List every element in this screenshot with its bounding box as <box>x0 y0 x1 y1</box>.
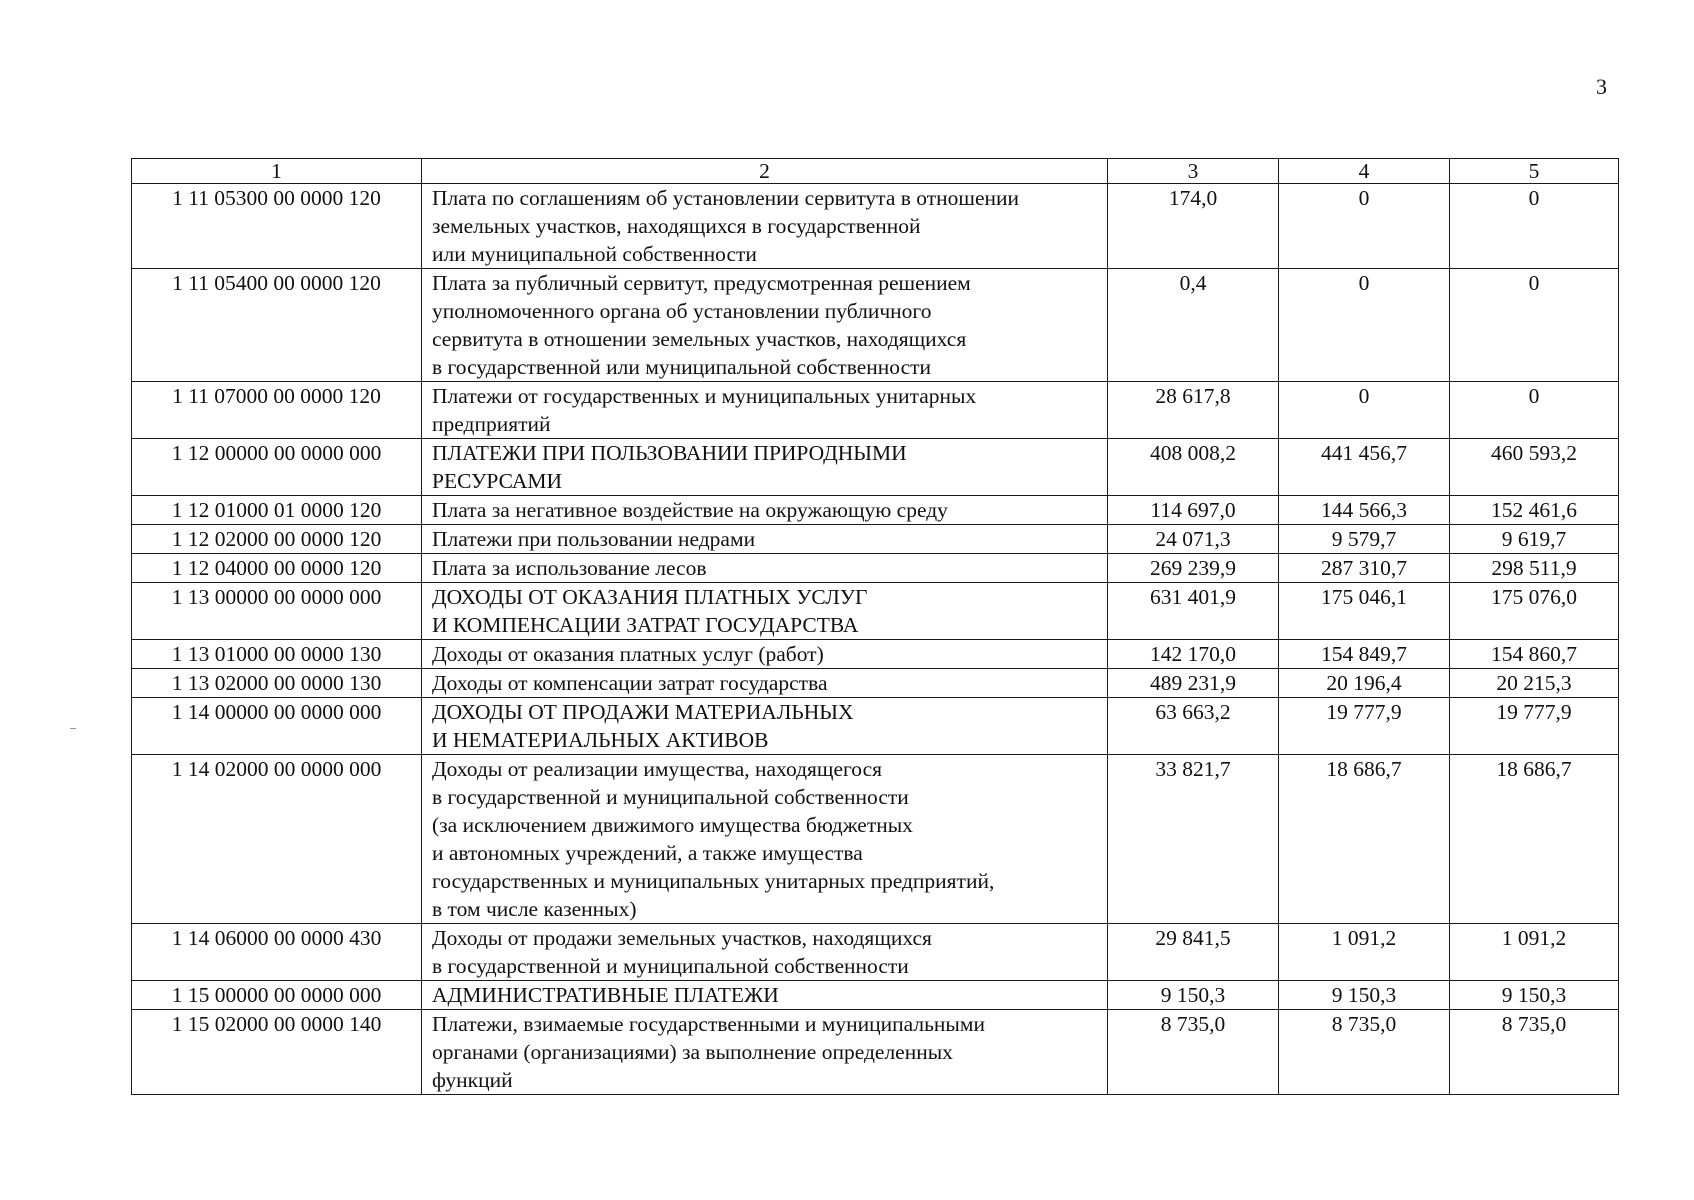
value-col-3: 24 071,3 <box>1108 525 1279 554</box>
budget-code: 1 11 07000 00 0000 120 <box>132 382 422 439</box>
table-row <box>132 640 1619 669</box>
value-col-4: 0 <box>1279 382 1450 439</box>
value-col-3: 142 170,0 <box>1108 640 1279 669</box>
table-row <box>132 554 1619 583</box>
revenue-name: Платежи от государственных и муниципальных унитарных предприятий <box>422 382 1108 439</box>
revenue-table <box>131 158 1619 1095</box>
value-col-4: 19 777,9 <box>1279 698 1450 755</box>
table-header-row <box>132 159 1619 184</box>
value-col-4: 175 046,1 <box>1279 583 1450 640</box>
value-col-5: 1 091,2 <box>1450 924 1619 981</box>
value-col-4: 1 091,2 <box>1279 924 1450 981</box>
value-col-4: 144 566,3 <box>1279 496 1450 525</box>
table-row <box>132 698 1619 755</box>
value-col-3: 0,4 <box>1108 269 1279 382</box>
value-col-3: 29 841,5 <box>1108 924 1279 981</box>
table-row <box>132 583 1619 640</box>
value-col-5: 0 <box>1450 184 1619 269</box>
value-col-4: 20 196,4 <box>1279 669 1450 698</box>
value-col-5: 9 150,3 <box>1450 981 1619 1010</box>
column-number-1: 1 <box>132 159 422 184</box>
budget-code: 1 13 00000 00 0000 000 <box>132 583 422 640</box>
value-col-4: 9 579,7 <box>1279 525 1450 554</box>
value-col-5: 175 076,0 <box>1450 583 1619 640</box>
value-col-4: 8 735,0 <box>1279 1010 1450 1095</box>
table-row <box>132 669 1619 698</box>
revenue-name: Плата за использование лесов <box>422 554 1108 583</box>
value-col-3: 9 150,3 <box>1108 981 1279 1010</box>
revenue-name: АДМИНИСТРАТИВНЫЕ ПЛАТЕЖИ <box>422 981 1108 1010</box>
revenue-name: Доходы от продажи земельных участков, находящихся в государственной и муниципальной собственности <box>422 924 1108 981</box>
value-col-5: 298 511,9 <box>1450 554 1619 583</box>
budget-code: 1 14 06000 00 0000 430 <box>132 924 422 981</box>
value-col-5: 9 619,7 <box>1450 525 1619 554</box>
column-number-4: 4 <box>1279 159 1450 184</box>
budget-code: 1 15 00000 00 0000 000 <box>132 981 422 1010</box>
table-row <box>132 755 1619 924</box>
budget-code: 1 12 02000 00 0000 120 <box>132 525 422 554</box>
value-col-3: 631 401,9 <box>1108 583 1279 640</box>
value-col-5: 0 <box>1450 382 1619 439</box>
value-col-5: 20 215,3 <box>1450 669 1619 698</box>
revenue-name: Платежи, взимаемые государственными и муниципальными органами (организациями) за выполнение определенных функций <box>422 1010 1108 1095</box>
revenue-name: ДОХОДЫ ОТ ОКАЗАНИЯ ПЛАТНЫХ УСЛУГ И КОМПЕНСАЦИИ ЗАТРАТ ГОСУДАРСТВА <box>422 583 1108 640</box>
column-number-2: 2 <box>422 159 1108 184</box>
value-col-4: 0 <box>1279 269 1450 382</box>
value-col-5: 460 593,2 <box>1450 439 1619 496</box>
revenue-name: Доходы от реализации имущества, находящегося в государственной и муниципальной собственности (за исключением движимого имущества бюджетных и автономных учреждений, а также имущества государственных и муниципальных унитарных предприятий, в том числе казенных) <box>422 755 1108 924</box>
value-col-4: 287 310,7 <box>1279 554 1450 583</box>
page-number: 3 <box>1596 74 1607 99</box>
value-col-3: 33 821,7 <box>1108 755 1279 924</box>
revenue-name: Доходы от оказания платных услуг (работ) <box>422 640 1108 669</box>
budget-code: 1 14 02000 00 0000 000 <box>132 755 422 924</box>
column-number-3: 3 <box>1108 159 1279 184</box>
budget-code: 1 12 01000 01 0000 120 <box>132 496 422 525</box>
value-col-5: 8 735,0 <box>1450 1010 1619 1095</box>
budget-code: 1 15 02000 00 0000 140 <box>132 1010 422 1095</box>
budget-code: 1 13 02000 00 0000 130 <box>132 669 422 698</box>
revenue-name: ДОХОДЫ ОТ ПРОДАЖИ МАТЕРИАЛЬНЫХ И НЕМАТЕРИАЛЬНЫХ АКТИВОВ <box>422 698 1108 755</box>
revenue-name: Плата по соглашениям об установлении сервитута в отношении земельных участков, находящихся в государственной или муниципальной собственности <box>422 184 1108 269</box>
value-col-4: 441 456,7 <box>1279 439 1450 496</box>
value-col-3: 174,0 <box>1108 184 1279 269</box>
value-col-3: 489 231,9 <box>1108 669 1279 698</box>
table-row <box>132 269 1619 382</box>
revenue-name: Плата за публичный сервитут, предусмотренная решением уполномоченного органа об установлении публичного сервитута в отношении земельных участков, находящихся в государственной или муниципальной собственности <box>422 269 1108 382</box>
value-col-4: 0 <box>1279 184 1450 269</box>
value-col-4: 9 150,3 <box>1279 981 1450 1010</box>
value-col-3: 408 008,2 <box>1108 439 1279 496</box>
value-col-3: 8 735,0 <box>1108 1010 1279 1095</box>
revenue-name: Платежи при пользовании недрами <box>422 525 1108 554</box>
value-col-5: 18 686,7 <box>1450 755 1619 924</box>
value-col-5: 154 860,7 <box>1450 640 1619 669</box>
table-row <box>132 1010 1619 1095</box>
budget-code: 1 11 05300 00 0000 120 <box>132 184 422 269</box>
value-col-3: 269 239,9 <box>1108 554 1279 583</box>
scan-mark <box>70 728 76 729</box>
table-row <box>132 184 1619 269</box>
value-col-5: 152 461,6 <box>1450 496 1619 525</box>
value-col-3: 28 617,8 <box>1108 382 1279 439</box>
table-row <box>132 439 1619 496</box>
table-row <box>132 382 1619 439</box>
budget-code: 1 11 05400 00 0000 120 <box>132 269 422 382</box>
budget-code: 1 14 00000 00 0000 000 <box>132 698 422 755</box>
budget-code: 1 12 00000 00 0000 000 <box>132 439 422 496</box>
value-col-3: 63 663,2 <box>1108 698 1279 755</box>
revenue-name: ПЛАТЕЖИ ПРИ ПОЛЬЗОВАНИИ ПРИРОДНЫМИ РЕСУРСАМИ <box>422 439 1108 496</box>
table-row <box>132 525 1619 554</box>
column-number-5: 5 <box>1450 159 1619 184</box>
budget-code: 1 12 04000 00 0000 120 <box>132 554 422 583</box>
budget-code: 1 13 01000 00 0000 130 <box>132 640 422 669</box>
value-col-4: 154 849,7 <box>1279 640 1450 669</box>
table-row <box>132 981 1619 1010</box>
value-col-3: 114 697,0 <box>1108 496 1279 525</box>
revenue-name: Плата за негативное воздействие на окружающую среду <box>422 496 1108 525</box>
table-body <box>132 159 1619 1095</box>
value-col-5: 19 777,9 <box>1450 698 1619 755</box>
table-row <box>132 924 1619 981</box>
revenue-name: Доходы от компенсации затрат государства <box>422 669 1108 698</box>
value-col-5: 0 <box>1450 269 1619 382</box>
table-row <box>132 496 1619 525</box>
value-col-4: 18 686,7 <box>1279 755 1450 924</box>
